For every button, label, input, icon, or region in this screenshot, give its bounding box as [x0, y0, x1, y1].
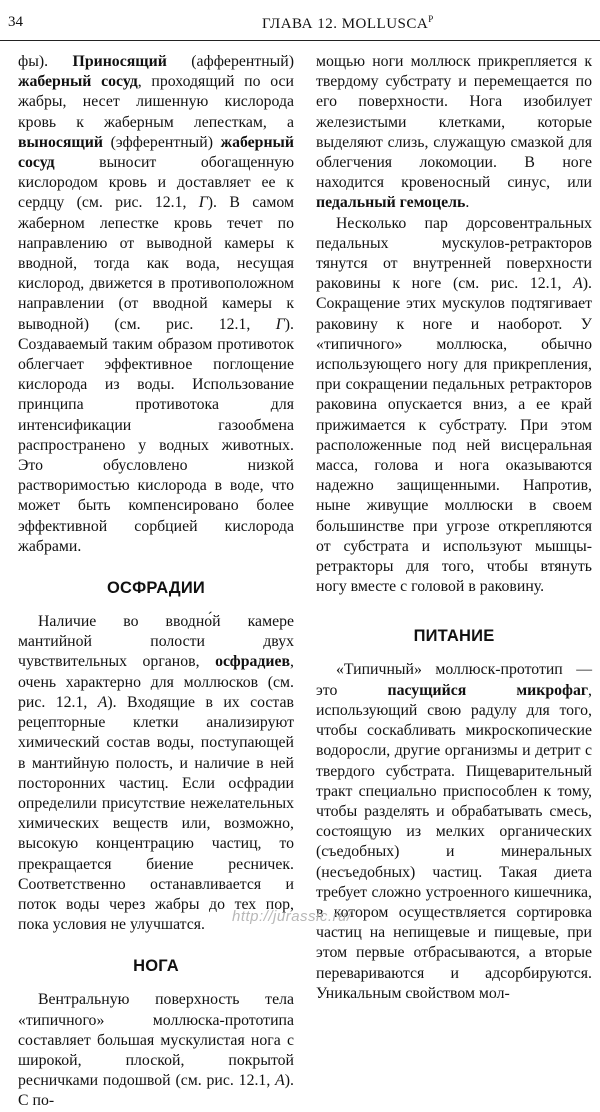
right-column	[316, 52, 592, 1004]
paragraph-nutrition: «Типичный» моллюск-прототип — это пасущийся микрофаг, использующий свою радулу для того, чтобы соскабливать микроскопические водоросли, другие организмы и детрит с твердого субстрата. Пищеварительный тракт специально приспособлен к тому, чтобы разделять и обрабатывать смесь, состоящую из мелких органических (съедобных) и минеральных (несъедобных) частиц. Такая диета требует сложно устроенного кишечника, в котором осуществляется сортировка частиц на непищевые и пищевые, при этом первые отбрасываются, а вторые перевариваются и адсорбируются. Уникальным свойством мол-	[316, 661, 592, 1002]
left-column	[18, 52, 294, 1112]
heading-nutrition: ПИТАНИЕ	[413, 627, 495, 646]
heading-osphradia: ОСФРАДИИ	[107, 579, 205, 598]
running-head	[262, 14, 434, 33]
paragraph-retractors: Несколько пар дорсовентральных педальных мускулов-ретракторов тянутся от внутренней поверхности раковины к ноге (см. рис. 12.1, А). Сокращение этих мускулов подтягивает раковину к ноге и наоборот. У «типичного» моллюска, обычно использующего ногу для прикрепления, при сокращении педальных ретракторов раковина опускается вниз, а ее край прижимается к субстрату. При этом расположенные под ней висцеральная масса, голова и нога оказываются надежно защищенными. Напротив, ныне живущие моллюски в своем большинстве при угрозе открепляются от субстрата и используют мышцы-ретракторы для того, чтобы втянуть ногу вместе с головой в раковину.	[316, 214, 592, 596]
heading-foot: НОГА	[133, 957, 179, 976]
paragraph-gills: фы). Приносящий (афферентный) жаберный сосуд, проходящий по оси жабры, несет лишенную кислорода кровь к жаберным лепесткам, а выносящий (эфферентный) жаберный сосуд выносит обогащенную кислородом кровь и доставляет ее к сердцу (см. рис. 12.1, Г). В самом жаберном лепестке кровь течет по направлению от выводной камеры к вводной, тогда как вода, несущая кислород, движется в противоположном направлении (от вводной камеры к выводной) (см. рис. 12.1, Г). Создаваемый таким образом противоток облегчает эффективное поглощение кислорода из воды. Использование принципа противотока для интенсификации газообмена распространено у водных животных. Это обусловлено низкой растворимостью кислорода в воде, что может быть компенсировано более эффективной сорбцией кислорода жабрами.	[18, 53, 295, 555]
paragraph-foot-continued: мощью ноги моллюск прикрепляется к твердому субстрату и перемещается по его поверхности. Нога изобилует железистыми клетками, которые выделяют слизь, служащую смазкой для облегчения локомоции. В ноге находится кровеносный синус, или педальный гемоцель.	[316, 53, 592, 212]
paragraph-osphradia: Наличие во вводно́й камере мантийной полости двух чувствительных органов, осфрадиев, очень характерно для моллюсков (см. рис. 12.1, А). Входящие в их состав рецепторные клетки анализируют химический состав воды, поступающей в мантийную полость, и наличие в ней посторонних частиц. Если осфрадии определили присутствие нежелательных химических веществ или, возможно, высокую концентрацию частиц, то прекращается биение ресничек. Соответственно останавливается и поток воды через жабры до тех пор, пока условия не улучшатся.	[18, 613, 294, 934]
page-header	[0, 0, 600, 42]
running-head-superscript: P	[428, 14, 434, 24]
watermark: http://jurassic.ru/	[232, 908, 352, 925]
header-rule	[0, 40, 600, 41]
page-number: 34	[8, 14, 23, 30]
paragraph-foot: Вентральную поверхность тела «типичного» моллюска-прототипа составляет большая мускулистая нога с широкой, плоской, покрытой ресничками подошвой (см. рис. 12.1, А). С по-	[18, 991, 294, 1110]
running-head-text: ГЛАВА 12. MOLLUSCA	[262, 16, 429, 32]
